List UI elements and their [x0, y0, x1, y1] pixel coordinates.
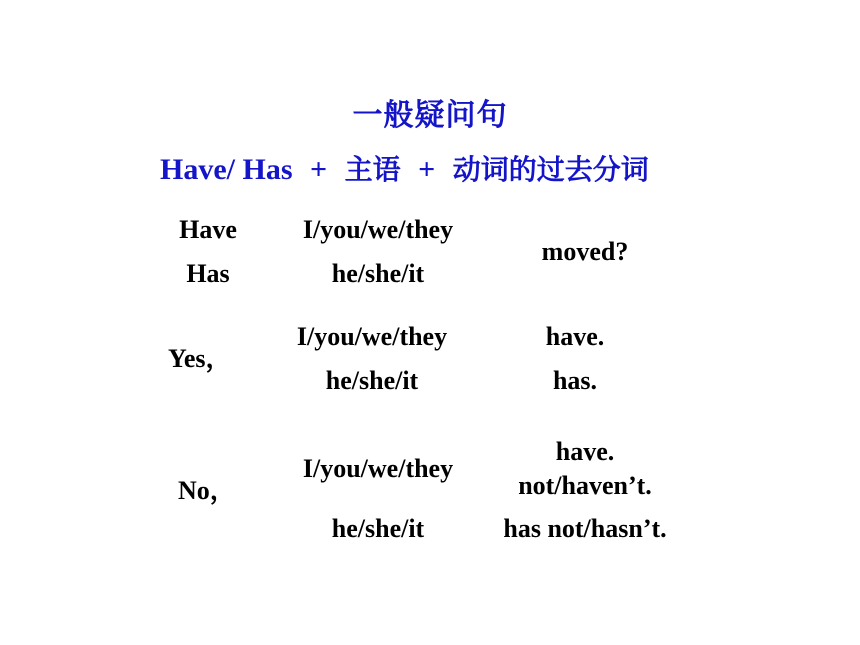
question-subject-plural: I/you/we/they: [302, 215, 454, 244]
formula-have-has: Have/ Has: [160, 153, 293, 186]
yes-subject-singular: he/she/it: [325, 366, 419, 395]
formula-past-participle: 动词的过去分词: [452, 153, 649, 186]
no-subject-singular: he/she/it: [331, 514, 425, 543]
formula-line: [160, 148, 649, 188]
yes-aux-has: has.: [552, 366, 598, 395]
formula-subject: 主语: [344, 153, 401, 186]
question-verb: moved?: [541, 237, 629, 266]
yes-subject-plural: I/you/we/they: [296, 322, 448, 351]
question-aux-has: Has: [186, 259, 230, 288]
slide-title: 一般疑问句: [352, 98, 508, 133]
yes-aux-have: have.: [545, 322, 605, 351]
no-subject-plural: I/you/we/they: [302, 454, 454, 483]
no-aux-havent: not/haven’t.: [518, 471, 652, 500]
question-subject-singular: he/she/it: [331, 259, 425, 288]
formula-plus-2: +: [418, 153, 436, 186]
no-label: No，: [178, 476, 236, 505]
question-aux-have: Have: [179, 215, 237, 244]
formula-plus-1: +: [310, 153, 328, 186]
no-aux-have: have.: [555, 437, 615, 466]
no-aux-hasnt: has not/hasn’t.: [503, 514, 667, 543]
yes-label: Yes，: [168, 344, 232, 373]
